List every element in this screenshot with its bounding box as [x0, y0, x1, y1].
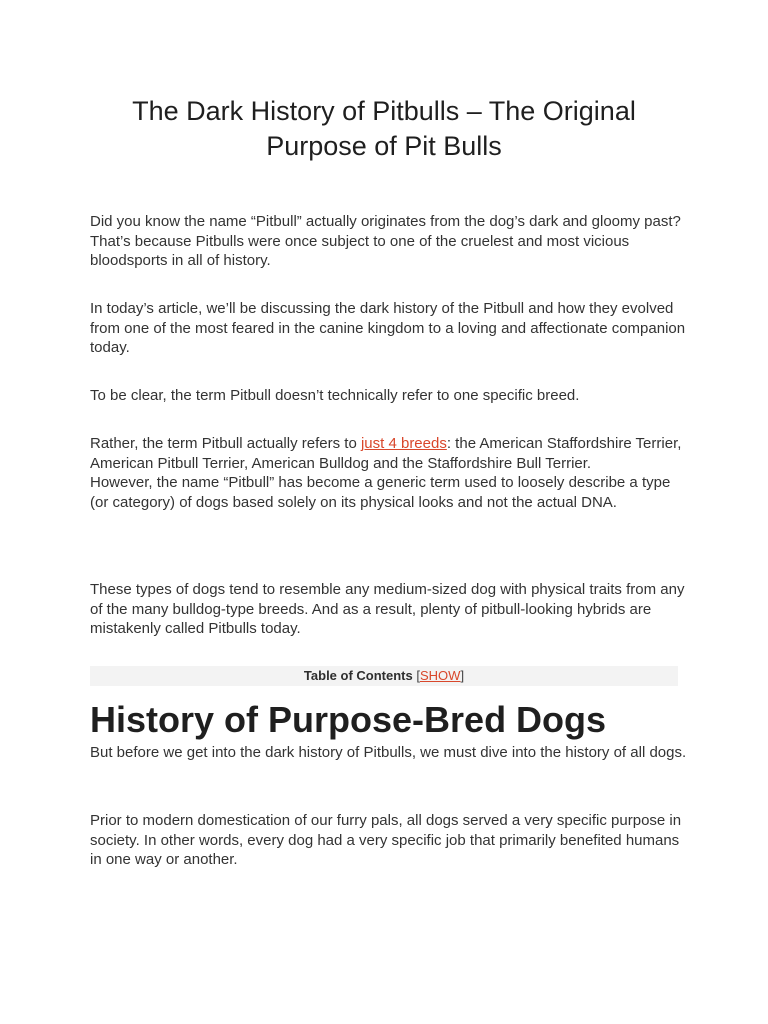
intro-paragraph-3: To be clear, the term Pitbull doesn’t technically refer to one specific breed. [90, 387, 580, 404]
section-paragraph-2: Prior to modern domestication of our furry pals, all dogs served a very specific purpose in society. In other words, every dog had a very specific job that primarily benefited humans in one way or another. [90, 812, 682, 868]
intro-paragraph-2: In today’s article, we’ll be discussing the dark history of the Pitbull and how they evolved from one of the most feared in the canine kingdom to a loving and affectionate companion today. [90, 300, 686, 356]
intro-paragraph-4-second-line: However, the name “Pitbull” has become a generic term used to loosely describe a type (or category) of dogs based solely on its physical looks and not the actual DNA. [90, 474, 671, 511]
intro-paragraph-1: Did you know the name “Pitbull” actually originates from the dog’s dark and gloomy past? That’s because Pitbulls were once subject to one of the cruelest and most vicious bloodsports in all of history. [90, 213, 681, 269]
section-heading: History of Purpose-Bred Dogs [90, 699, 607, 740]
table-of-contents-bar [90, 666, 678, 686]
article-title: The Dark History of Pitbulls – The Original Purpose of Pit Bulls [132, 96, 636, 161]
intro-paragraph-4-tail: : the American Staffordshire Terrier, American Pitbull Terrier, American Bulldog and the Staffordshire Bull Terrier. [90, 435, 682, 472]
toc-show-toggle[interactable]: SHOW [419, 668, 461, 683]
intro-paragraph-5: These types of dogs tend to resemble any medium-sized dog with physical traits from any of the many bulldog-type breeds. And as a result, plenty of pitbull-looking hybrids are mistakenly called Pitbulls today. [90, 581, 685, 637]
toc-label: Table of Contents [303, 668, 413, 683]
intro-paragraph-4 [90, 434, 690, 512]
toc-bracket-close: ] [460, 668, 465, 683]
breeds-link[interactable]: just 4 breeds [360, 435, 447, 452]
section-paragraph-1: But before we get into the dark history of Pitbulls, we must dive into the history of all dogs. [90, 744, 687, 761]
intro-paragraph-4-lead: Rather, the term Pitbull actually refers to [90, 435, 361, 452]
toc-bracket-open: [ [416, 668, 420, 683]
